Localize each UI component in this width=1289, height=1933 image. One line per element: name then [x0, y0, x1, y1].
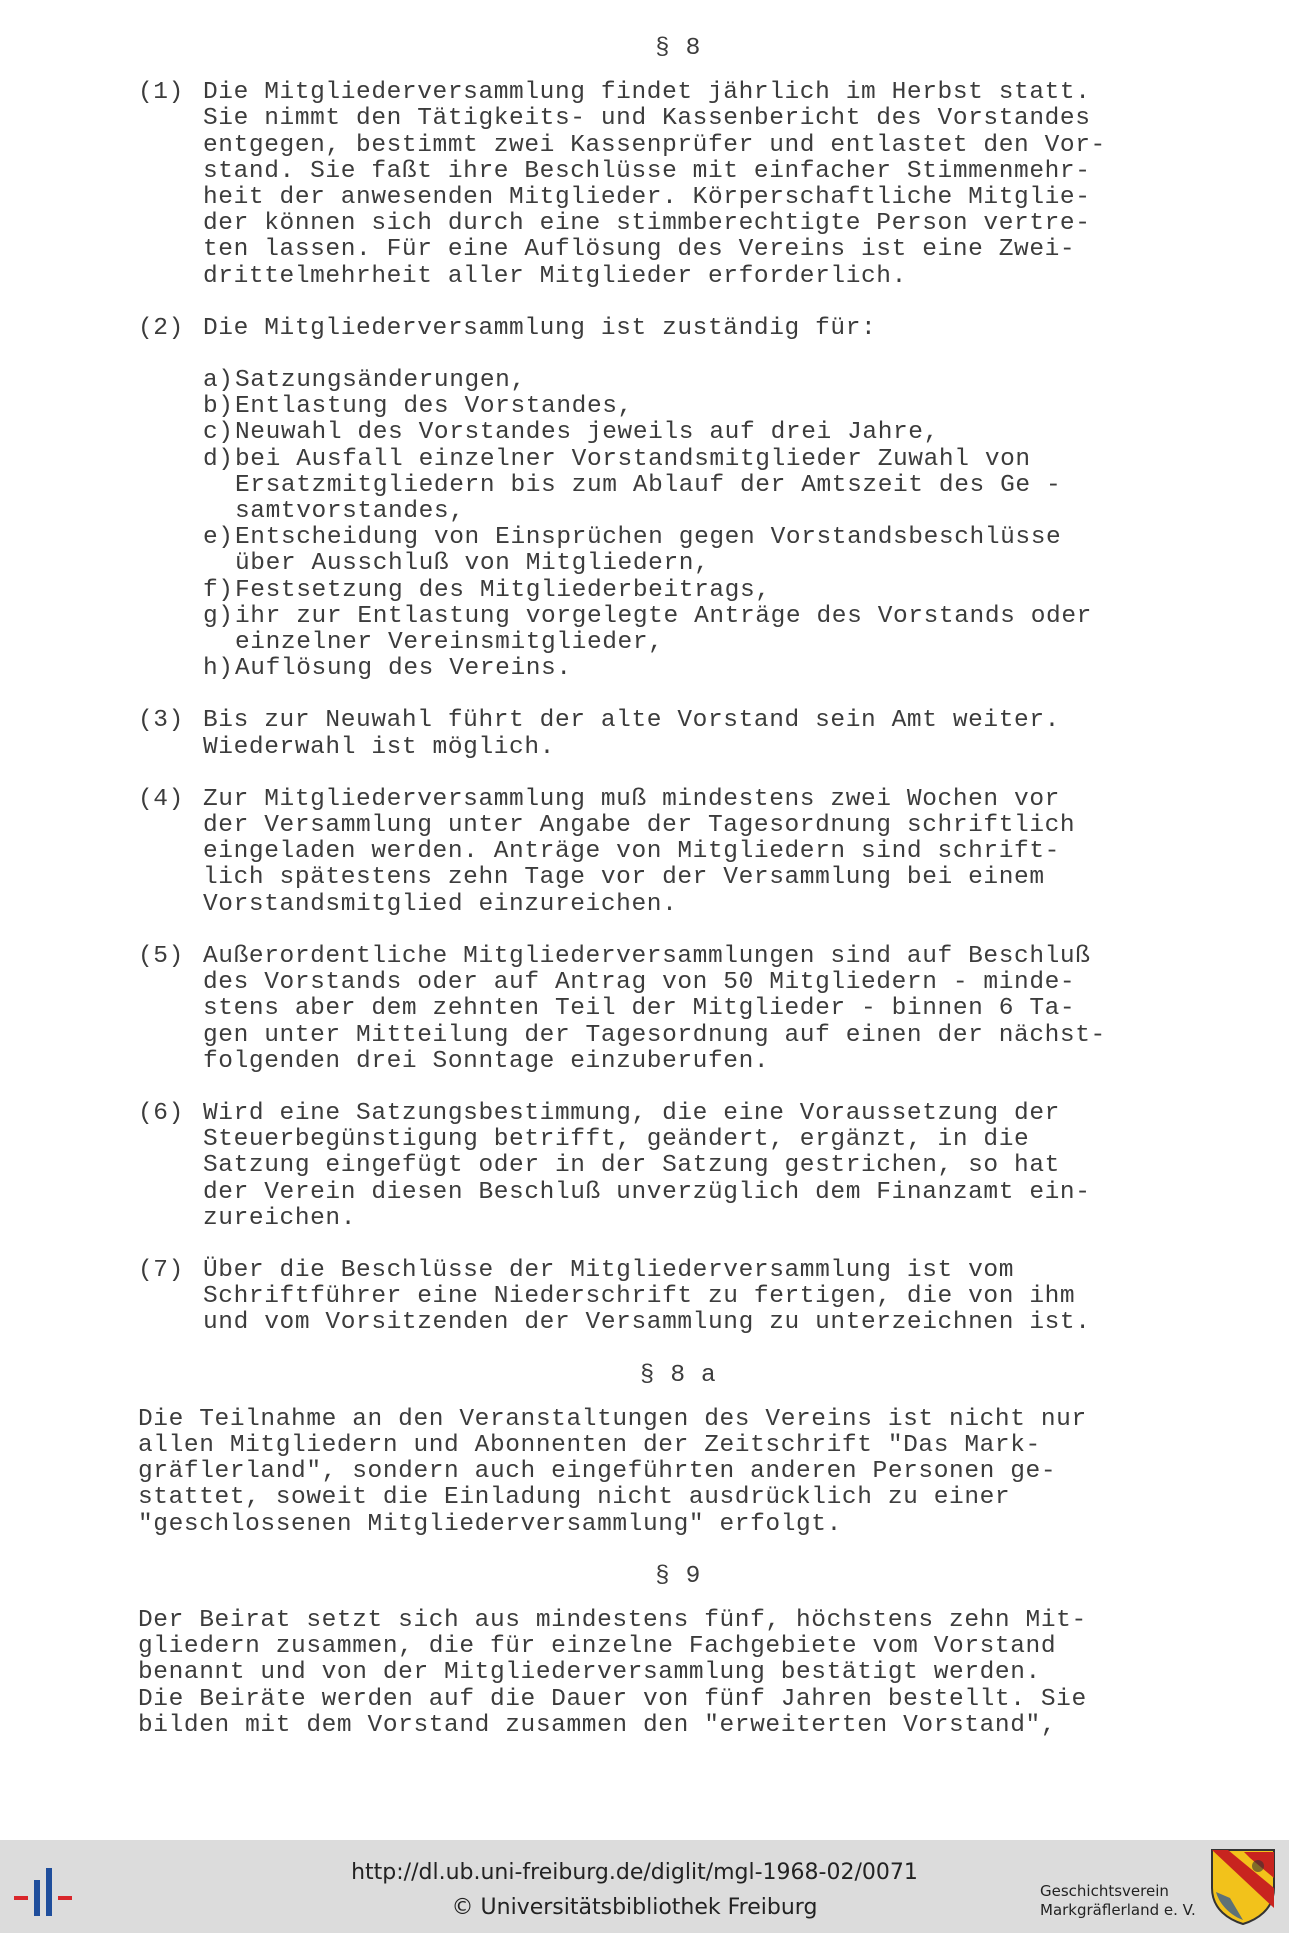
paragraph — [138, 1101, 1178, 1232]
list-item-line: Entlastung des Vorstandes, — [235, 393, 633, 421]
section-9-line: Der Beirat setzt sich aus mindestens fünf, höchstens zehn Mit- — [138, 1606, 1087, 1634]
document-text — [138, 36, 1178, 1765]
paragraph-line: Die Mitgliederversammlung ist zuständig für: — [203, 314, 877, 342]
paragraph-line: Satzung eingefügt oder in der Satzung gestrichen, so hat — [203, 1152, 1060, 1180]
paragraph — [138, 708, 1178, 760]
list-item — [203, 447, 1178, 526]
list-item-label: h) — [203, 655, 234, 683]
section-8a-text — [138, 1407, 1178, 1538]
section-8a-line: Die Teilnahme an den Veranstaltungen des Vereins ist nicht nur — [138, 1405, 1087, 1433]
section-9-line: Die Beiräte werden auf die Dauer von fünf Jahren bestellt. Sie — [138, 1685, 1087, 1713]
list-item-label: d) — [203, 445, 234, 473]
list-item — [203, 604, 1178, 656]
list-item-line: Satzungsänderungen, — [235, 367, 526, 395]
paragraph-number: (5) — [138, 942, 184, 970]
list-item-line: ihr zur Entlastung vorgelegte Anträge des Vorstands oder — [235, 602, 1092, 630]
paragraph-line: heit der anwesenden Mitglieder. Körperschaftliche Mitglie- — [203, 184, 1091, 212]
list-item-label: f) — [203, 576, 234, 604]
paragraph-line: Zur Mitgliederversammlung muß mindestens zwei Wochen vor — [203, 785, 1060, 813]
paragraph-line: Vorstandsmitglied einzureichen. — [203, 890, 678, 918]
section-8a-line: stattet, soweit die Einladung nicht ausdrücklich zu einer — [138, 1484, 1011, 1512]
list-item-line: Ersatzmitgliedern bis zum Ablauf der Amtszeit des Ge - — [235, 471, 1062, 499]
paragraph-number: (7) — [138, 1256, 184, 1284]
organization-name — [1040, 1882, 1196, 1920]
section-9-heading: § 9 — [655, 1562, 701, 1590]
list-item-label: e) — [203, 524, 234, 552]
paragraph-line: des Vorstands oder auf Antrag von 50 Mitgliedern - minde- — [203, 969, 1076, 997]
paragraph-line: und vom Vorsitzenden der Versammlung zu unterzeichnen ist. — [203, 1309, 1091, 1337]
paragraph-line: Außerordentliche Mitgliederversammlungen sind auf Beschluß — [203, 942, 1091, 970]
list-item-label: a) — [203, 367, 234, 395]
list-item — [203, 420, 1178, 446]
list-item — [203, 578, 1178, 604]
list-item — [203, 394, 1178, 420]
paragraph-line: entgegen, bestimmt zwei Kassenprüfer und entlastet den Vor- — [203, 131, 1106, 159]
paragraph-line: Sie nimmt den Tätigkeits- und Kassenbericht des Vorstandes — [203, 105, 1091, 133]
list-item-line: Auflösung des Vereins. — [235, 655, 572, 683]
list-item-line: bei Ausfall einzelner Vorstandsmitglieder Zuwahl von — [235, 445, 1031, 473]
list-item-label: c) — [203, 419, 234, 447]
paragraph-line: stand. Sie faßt ihre Beschlüsse mit einfacher Stimmenmehr- — [203, 157, 1091, 185]
section-8a-heading: § 8 a — [639, 1361, 717, 1389]
paragraph-line: Wird eine Satzungsbestimmung, die eine Voraussetzung der — [203, 1099, 1060, 1127]
section-9-text — [138, 1608, 1178, 1739]
section-9-line: gliedern zusammen, die für einzelne Fachgebiete vom Vorstand — [138, 1633, 1057, 1661]
paragraph-line: Schriftführer eine Niederschrift zu fertigen, die von ihm — [203, 1283, 1076, 1311]
list-item — [203, 656, 1178, 682]
section-9-line: bilden mit dem Vorstand zusammen den "erweiterten Vorstand", — [138, 1711, 1057, 1739]
paragraph-line: eingeladen werden. Anträge von Mitgliedern sind schrift- — [203, 838, 1060, 866]
list-item-label: g) — [203, 602, 234, 630]
organization-name-line2: Markgräflerland e. V. — [1040, 1901, 1196, 1919]
section-8-heading: § 8 — [655, 35, 701, 62]
paragraph-line: Steuerbegünstigung betrifft, geändert, ergänzt, in die — [203, 1126, 1030, 1154]
paragraph-line: lich spätestens zehn Tage vor der Versammlung bei einem — [203, 864, 1045, 892]
paragraph-line: Wiederwahl ist möglich. — [203, 733, 555, 761]
paragraph-line: zureichen. — [203, 1204, 357, 1232]
list-item-line: Neuwahl des Vorstandes jeweils auf drei Jahre, — [235, 419, 939, 447]
list-item-line: Festsetzung des Mitgliederbeitrags, — [235, 576, 771, 604]
source-url[interactable]: http://dl.ub.uni-freiburg.de/diglit/mgl-1968-02/0071 — [351, 1860, 918, 1885]
paragraph — [138, 944, 1178, 1075]
list-item-line: samtvorstandes, — [235, 498, 465, 526]
paragraph-number: (3) — [138, 707, 184, 735]
section-9-line: benannt und von der Mitgliederversammlung bestätigt werden. — [138, 1659, 1041, 1687]
paragraph-line: Bis zur Neuwahl führt der alte Vorstand sein Amt weiter. — [203, 707, 1060, 735]
footer-bar — [0, 1840, 1289, 1933]
section-8a-line: "geschlossenen Mitgliederversammlung" erfolgt. — [138, 1510, 842, 1538]
paragraph — [138, 316, 1178, 342]
paragraph-line: der Verein diesen Beschluß unverzüglich dem Finanzamt ein- — [203, 1178, 1091, 1206]
paragraph-number: (2) — [138, 314, 184, 342]
paragraph-line: Die Mitgliederversammlung findet jährlich im Herbst statt. — [203, 79, 1091, 107]
coat-of-arms-icon — [1210, 1848, 1276, 1926]
paragraph-line: gen unter Mitteilung der Tagesordnung auf einen der nächst- — [203, 1021, 1106, 1049]
list-item-line: über Ausschluß von Mitgliedern, — [235, 550, 710, 578]
copyright-text: © Universitätsbibliothek Freiburg — [451, 1895, 818, 1920]
organization-name-line1: Geschichtsverein — [1040, 1882, 1169, 1900]
section-8a-line: allen Mitgliedern und Abonnenten der Zeitschrift "Das Mark- — [138, 1431, 1041, 1459]
paragraph-line: Über die Beschlüsse der Mitgliederversammlung ist vom — [203, 1256, 1015, 1284]
paragraph-line: der Versammlung unter Angabe der Tagesordnung schriftlich — [203, 812, 1076, 840]
paragraph-number: (4) — [138, 785, 184, 813]
paragraph — [138, 80, 1178, 290]
paragraph — [138, 1258, 1178, 1337]
responsibilities-list — [203, 368, 1178, 682]
list-item — [203, 525, 1178, 577]
paragraph-line: drittelmehrheit aller Mitglieder erforderlich. — [203, 262, 907, 290]
paragraph-number: (6) — [138, 1099, 184, 1127]
list-item-label: b) — [203, 393, 234, 421]
section-8a-line: gräflerland", sondern auch eingeführten anderen Personen ge- — [138, 1458, 1057, 1486]
paragraph-line: folgenden drei Sonntage einzuberufen. — [203, 1047, 770, 1075]
paragraph-line: der können sich durch eine stimmberechtigte Person vertre- — [203, 210, 1091, 238]
paragraph-line: stens aber dem zehnten Teil der Mitglieder - binnen 6 Ta- — [203, 995, 1076, 1023]
list-item — [203, 368, 1178, 394]
paragraph-number: (1) — [138, 79, 184, 107]
paragraph-line: ten lassen. Für eine Auflösung des Vereins ist eine Zwei- — [203, 236, 1076, 264]
list-item-line: einzelner Vereinsmitglieder, — [235, 629, 664, 657]
list-item-line: Entscheidung von Einsprüchen gegen Vorstandsbeschlüsse — [235, 524, 1062, 552]
paragraph — [138, 787, 1178, 918]
